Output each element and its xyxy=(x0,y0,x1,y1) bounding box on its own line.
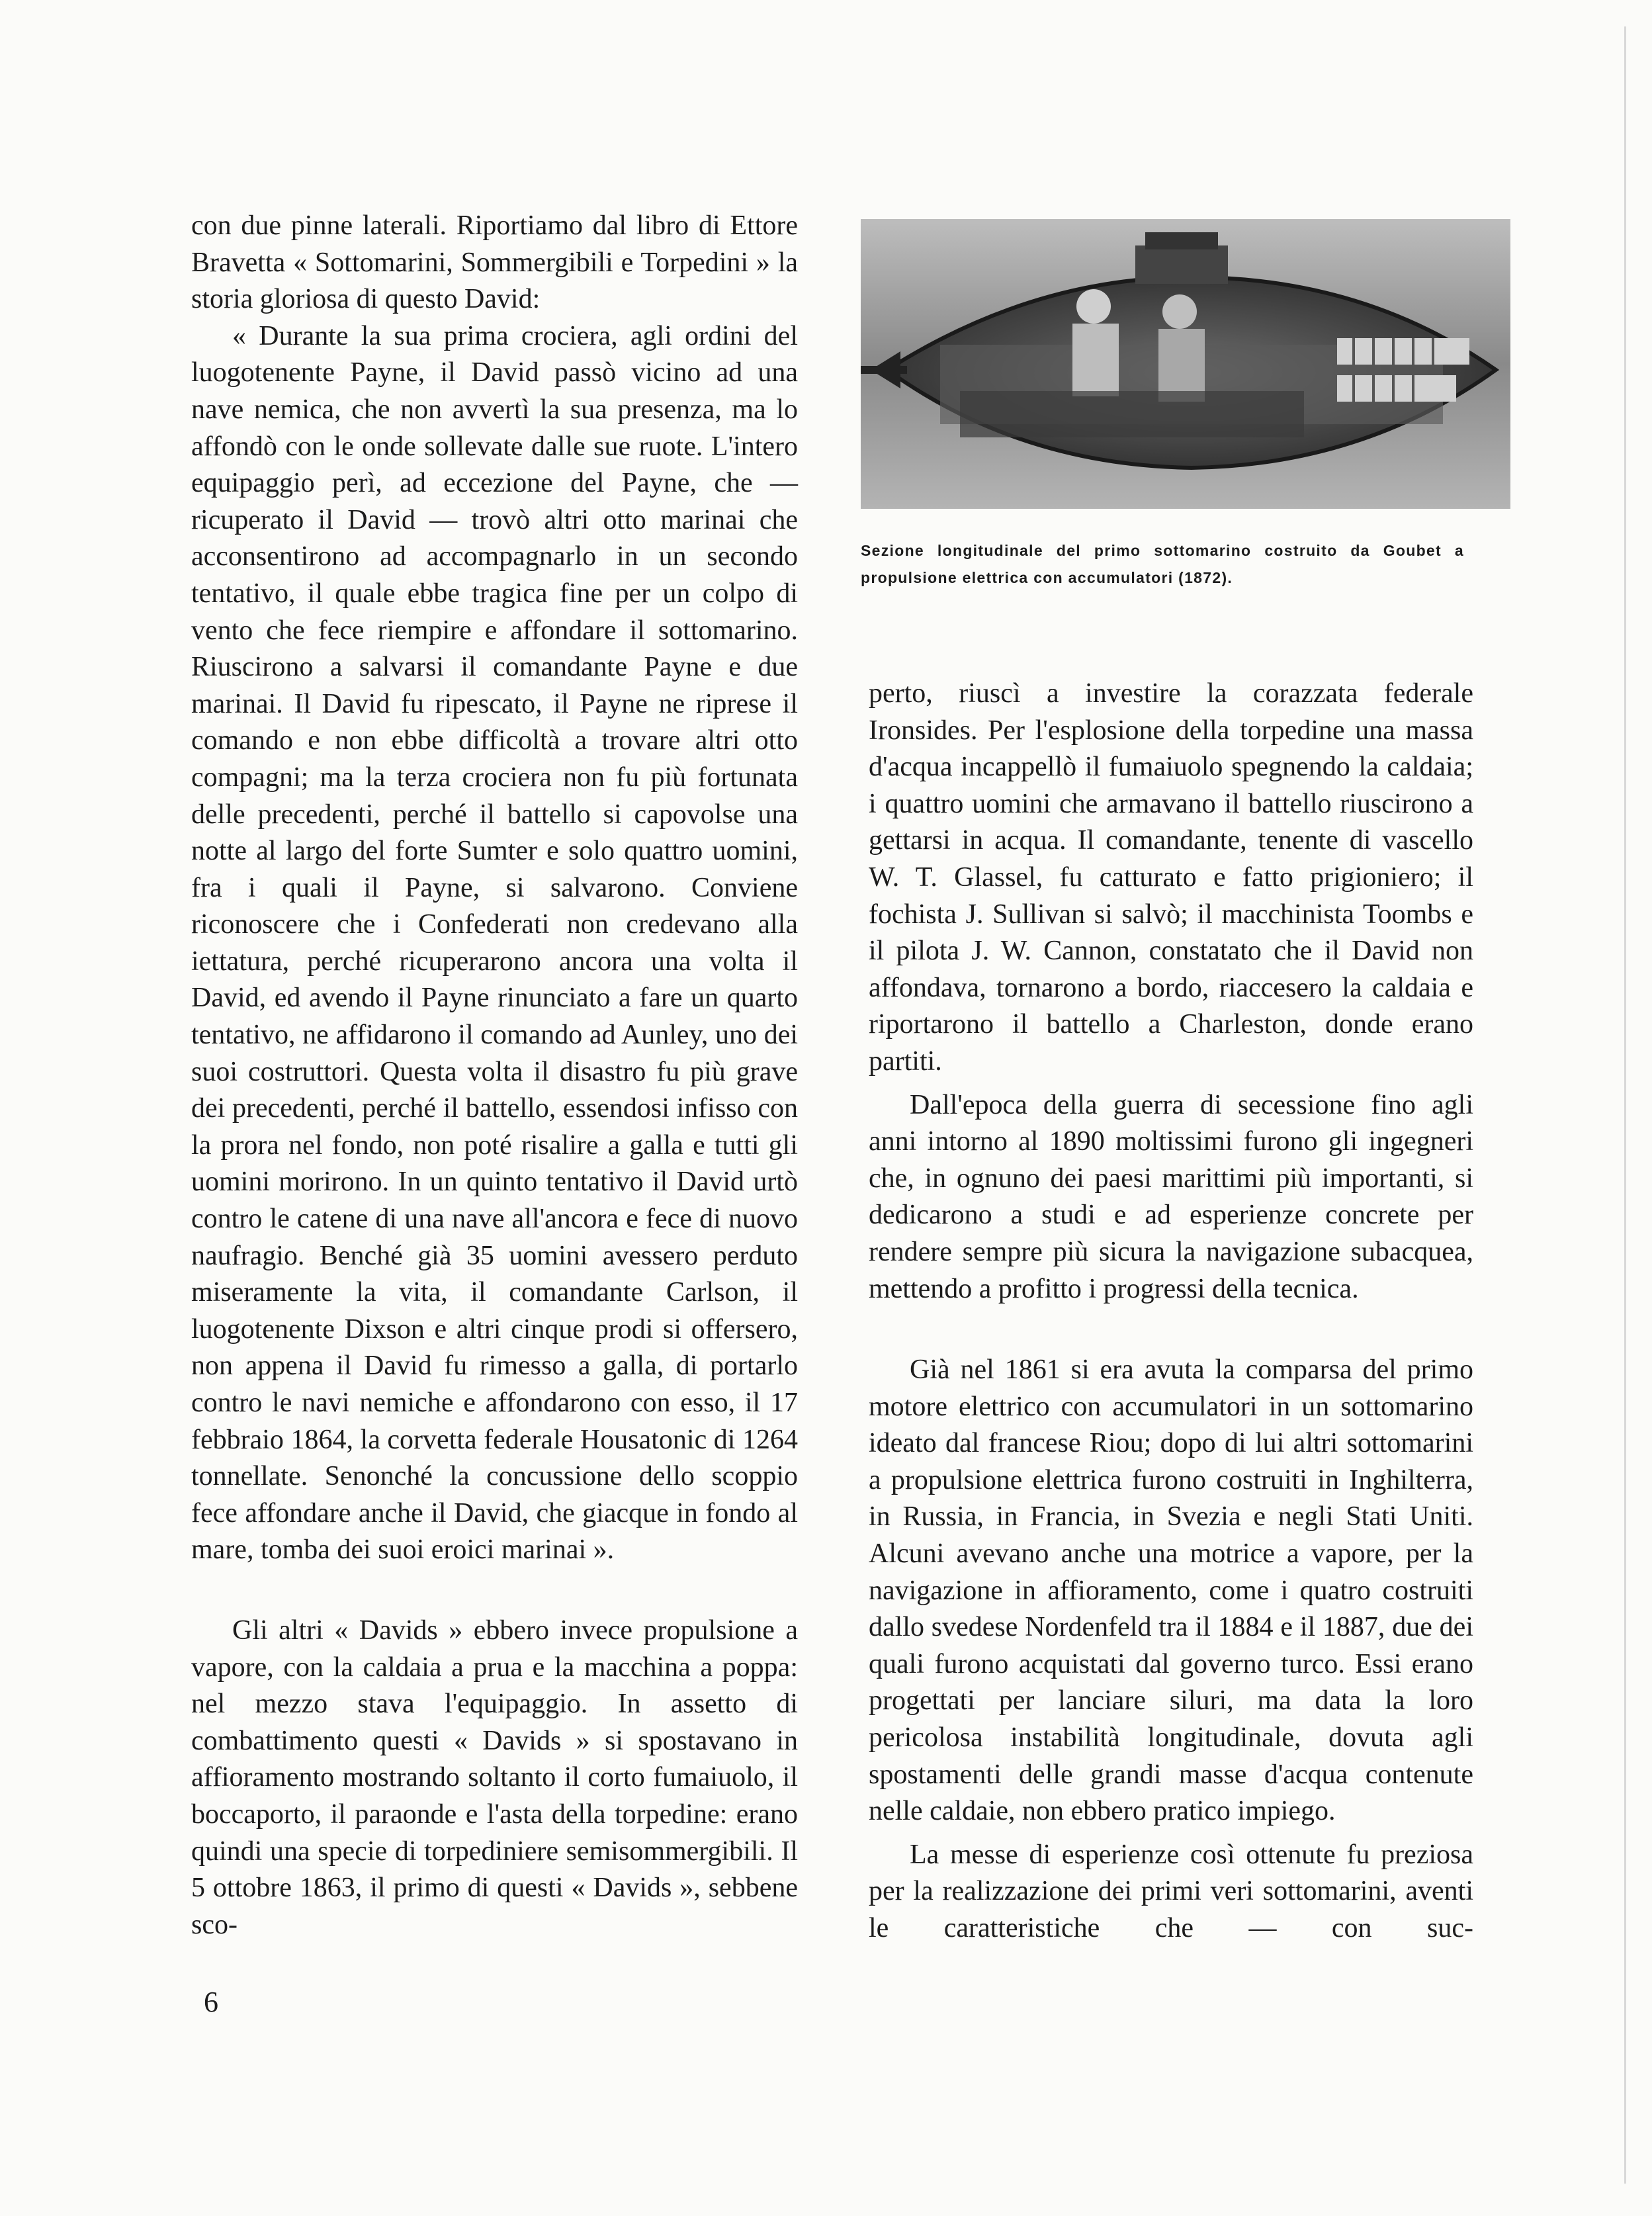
quotation-paragraph: « Durante la sua prima crociera, agli ordini del luogotenente Payne, il David passò vicino ad una nave nemica, che non avvertì la sua presenza, ma lo affondò con le onde sollevate dalle sue ruote. L'intero equipaggio perì, ad eccezione del Payne, che — ricuperato il David — trovò altri otto marinai che acconsentirono ad accompagnarlo in un secondo tentativo, il quale ebbe tragica fine per un colpo di vento che fece riempire e affondare il sottomarino. Riuscirono a salvarsi il comandante Payne e due marinai. Il David fu ripescato, il Payne ne riprese il comando e non ebbe difficoltà a trovare altri otto compagni; ma la terza crociera non fu più fortunata delle precedenti, perché il battello si capovolse una notte al largo del forte Sumter e solo quattro uomini, fra i quali il Payne, si salvarono. Conviene riconoscere che i Confederati non credevano alla iettatura, perché ricuperarono ancora una volta il David, ed avendo il Payne rinunciato a fare un quarto tentativo, ne affidarono il comando ad Aunley, uno dei suoi costruttori. Questa volta il disastro fu più grave dei precedenti, perché il battello, essendosi infisso con la prora nel fondo, non poté risalire a galla e tutti gli uomini morirono. In un quinto tentativo il David urtò contro le catene di una nave all'ancora e fece di nuovo naufragio. Benché già 35 uomini avessero perduto miseramente la vita, il comandante Carlson, il luogotenente Dixson e altri cinque prodi si offersero, non appena il David fu rimesso a galla, di portarlo contro le navi nemiche e affondarono con esso, il 17 febbraio 1864, la corvetta federale Housatonic di 1264 tonnellate. Senonché la concussione dello scoppio fece affondare anche il David, che giacque in fondo al mare, tomba dei suoi eroici marinai ». xyxy=(191,320,798,1566)
left-column xyxy=(191,208,798,1943)
right-column-top xyxy=(869,676,1473,1307)
intro-paragraph: con due pinne laterali. Riportiamo dal libro di Ettore Bravetta « Sottomarini, Sommergibili e Torpedini » la storia gloriosa di questo David: xyxy=(191,210,798,315)
caption-text: Sezione longitudinale del primo sottomarino costruito da Goubet a propulsione elettrica con accumulatori (1872). xyxy=(861,542,1464,586)
electric-motor-paragraph: Già nel 1861 si era avuta la comparsa del primo motore elettrico con accumulatori in un sottomarino ideato dal francese Riou; dopo di lui altri sottomarini a propulsione elettrica furono costruiti in Inghilterra, in Russia, in Francia, in Svezia e negli Stati Uniti. Alcuni avevano anche una motrice a vapore, per la navigazione in affioramento, come i quatro costruiti dallo svedese Nordenfeld tra il 1884 e il 1887, due dei quali furono acquistati dal governo turco. Essi erano progettati per lanciare siluri, ma data la loro pericolosa instabilità longitudinale, dovuta agli spostamenti delle grandi masse d'acqua contenute nelle caldaie, non ebbero pratico impiego. xyxy=(869,1354,1473,1827)
submarine-section-image xyxy=(861,219,1510,509)
experience-paragraph: La messe di esperienze così ottenute fu preziosa per la realizzazione dei primi veri sottomarini, aventi le caratteristiche che — con suc- xyxy=(869,1839,1473,1943)
paragraph-gap xyxy=(869,1830,1473,1837)
paragraph-gap xyxy=(191,1569,798,1613)
paragraph-gap xyxy=(869,1081,1473,1087)
engineers-paragraph: Dall'epoca della guerra di secessione fino agli anni intorno al 1890 moltissimi furono gli ingegneri che, in ognuno dei paesi marittimi più importanti, si dedicarono a studi e ad esperienze concrete per rendere sempre più sicura la navigazione subacquea, mettendo a profitto i progressi della tecnica. xyxy=(869,1089,1473,1304)
right-column-bottom xyxy=(869,1352,1473,1947)
davids-paragraph: Gli altri « Davids » ebbero invece propulsione a vapore, con la caldaia a prua e la macchina a poppa: nel mezzo stava l'equipaggio. In assetto di combattimento questi « Davids » si spostavano in affioramento mostrando soltanto il corto fumaiuolo, il boccaporto, il paraonde e l'asta della torpedine: erano quindi una specie di torpediniere semisommergibili. Il 5 ottobre 1863, il primo di questi « Davids », sebbene sco- xyxy=(191,1615,798,1940)
page-number: 6 xyxy=(204,1986,218,2018)
submarine-illustration xyxy=(861,219,1510,509)
figure-caption xyxy=(861,537,1464,592)
ironsides-paragraph: perto, riuscì a investire la corazzata federale Ironsides. Per l'esplosione della torpedine una massa d'acqua incappellò il fumaiuolo spegnendo la caldaia; i quattro uomini che armavano il battello riuscirono a gettarsi in acqua. Il comandante, tenente di vascello W. T. Glassel, fu catturato e fatto prigioniero; il fochista J. Sullivan si salvò; il macchinista Toombs e il pilota J. W. Cannon, constatato che il David non affondava, tornarono a bordo, riaccesero la caldaia e riportarono il battello a Charleston, donde erano partiti. xyxy=(869,678,1473,1077)
page-edge-shadow xyxy=(1624,26,1626,2184)
